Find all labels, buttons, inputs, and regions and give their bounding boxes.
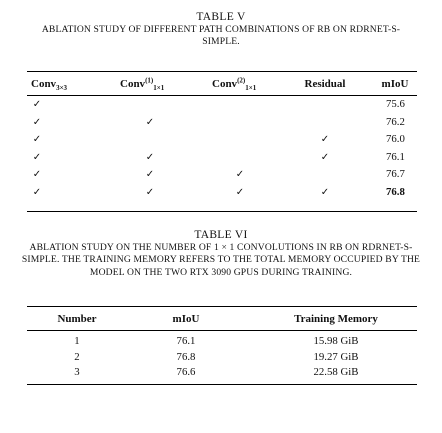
check-icon: ✓ <box>145 186 155 198</box>
check-icon: ✓ <box>235 169 245 180</box>
check-icon: ✓ <box>32 186 42 198</box>
check-icon: ✓ <box>320 151 330 163</box>
miou-value: 76.1 <box>386 150 405 163</box>
check-icon: ✓ <box>145 151 155 163</box>
check-icon: ✓ <box>145 169 155 180</box>
table-v-caption: ABLATION STUDY OF DIFFERENT PATH COMBINATIONS OF RB ON RDRNET-S-SIMPLE. <box>41 24 401 48</box>
header-conv1x1-1: Conv$^{(1)}_{1\times 1}$ <box>120 76 165 93</box>
header-miou: mIoU <box>381 78 409 90</box>
header-miou-vi: mIoU <box>172 313 200 325</box>
table-vi-header-rule <box>27 330 417 331</box>
check-icon: ✓ <box>32 116 42 128</box>
check-icon: ✓ <box>32 99 42 110</box>
table-vi-caption: ABLATION STUDY ON THE NUMBER OF 1 × 1 CONVOLUTIONS IN RB ON RDRNET-S-SIMPLE. THE TRAINING MEMORY REFERS TO THE TOTAL MEMORY OCCUPIED BY THE MODEL ON THE TWO RTX 3090 GPUS DURING TRAINING. <box>21 242 421 278</box>
table-v-number: TABLE V <box>196 11 246 23</box>
header-residual: Residual <box>304 78 346 90</box>
check-icon: ✓ <box>235 186 245 198</box>
miou-value: 76.0 <box>386 133 405 145</box>
header-training-memory: Training Memory <box>294 313 378 325</box>
number-value: 3 <box>74 366 80 378</box>
miou-value: 76.1 <box>176 335 196 347</box>
table-vi-top-rule <box>27 306 417 307</box>
table-vi-number: TABLE VI <box>194 229 248 241</box>
miou-value: 76.8 <box>176 350 196 363</box>
number-value: 1 <box>74 335 80 347</box>
header-conv1x1-2: Conv$^{(2)}_{1\times 1}$ <box>212 76 257 93</box>
miou-value: 76.2 <box>386 115 405 128</box>
miou-value: 76.6 <box>176 366 196 378</box>
check-icon: ✓ <box>320 134 330 145</box>
miou-value: 75.6 <box>386 98 405 110</box>
check-icon: ✓ <box>32 134 42 145</box>
check-icon: ✓ <box>32 169 42 180</box>
table-vi-bottom-rule <box>27 384 417 385</box>
check-icon: ✓ <box>145 116 155 128</box>
check-icon: ✓ <box>32 151 42 163</box>
header-conv3x3: Conv$_{3\times 3}$ <box>31 78 68 93</box>
header-number: Number <box>57 313 97 325</box>
miou-value: 76.7 <box>386 168 405 180</box>
training-memory-value: 22.58 GiB <box>313 366 359 378</box>
check-icon: ✓ <box>320 186 330 198</box>
training-memory-value: 15.98 GiB <box>313 335 359 347</box>
miou-value: 76.8 <box>386 185 405 198</box>
training-memory-value: 19.27 GiB <box>313 350 359 363</box>
number-value: 2 <box>74 350 80 363</box>
